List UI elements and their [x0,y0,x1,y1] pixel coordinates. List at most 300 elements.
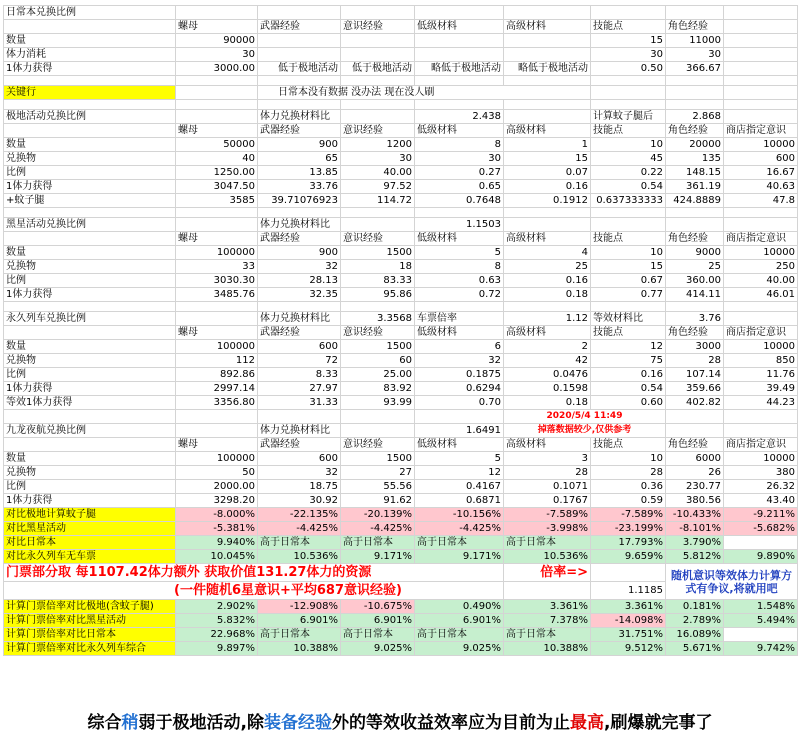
value-cell[interactable]: 0.18 [504,396,591,410]
column-header[interactable] [4,232,176,246]
ratio-value[interactable]: 1.6491 [415,424,504,438]
column-header[interactable]: 螺母 [176,326,258,340]
compare-value[interactable]: 高于日常本 [504,536,591,550]
value-cell[interactable]: 30 [341,152,415,166]
empty-cell[interactable] [176,208,258,218]
value-cell[interactable]: 26.32 [724,480,798,494]
calc-value[interactable]: 5.494% [724,614,798,628]
empty-cell[interactable] [666,424,724,438]
value-cell[interactable]: 42 [504,354,591,368]
column-header[interactable]: 武器经验 [258,232,341,246]
value-cell[interactable]: 6000 [666,452,724,466]
compare-value[interactable]: 9.171% [341,550,415,564]
equiv-label[interactable]: 等效材料比 [591,312,666,326]
ratio-value[interactable]: 1.1503 [415,218,504,232]
empty-cell[interactable] [724,110,798,124]
compare-value[interactable]: -5.381% [176,522,258,536]
empty-cell[interactable] [666,410,724,424]
ticket-note[interactable]: 随机意识等效体力计算方式有争议,将就用吧 [666,564,798,600]
ratio-label[interactable]: 体力兑换材料比 [258,312,341,326]
compare-value[interactable]: -4.425% [341,522,415,536]
empty-cell[interactable] [724,410,798,424]
value-cell[interactable]: 2997.14 [176,382,258,396]
value-cell[interactable]: 25.00 [341,368,415,382]
compare-value[interactable]: 高于日常本 [341,536,415,550]
value-cell[interactable]: 40 [176,152,258,166]
value-cell[interactable]: 8 [415,138,504,152]
value-cell[interactable]: 0.77 [591,288,666,302]
column-header[interactable]: 武器经验 [258,124,341,138]
calc-value[interactable]: 9.897% [176,642,258,656]
empty-cell[interactable] [341,424,415,438]
value-cell[interactable]: 2000.00 [176,480,258,494]
column-header[interactable]: 低级材料 [415,232,504,246]
ratio-label[interactable]: 体力兑换材料比 [258,424,341,438]
empty-cell[interactable] [415,100,504,110]
empty-cell[interactable] [724,100,798,110]
compare-label[interactable]: 对比极地计算蚊子腿 [4,508,176,522]
calc-value[interactable]: 高于日常本 [341,628,415,642]
drop-note[interactable]: 掉落数据较少,仅供参考 [504,424,666,438]
equiv-value[interactable]: 3.76 [666,312,724,326]
column-header[interactable]: 螺母 [176,20,258,34]
row-label[interactable]: 数量 [4,246,176,260]
empty-cell[interactable] [666,208,724,218]
value-cell[interactable]: 30 [591,48,666,62]
value-cell[interactable]: 402.82 [666,396,724,410]
value-cell[interactable]: 0.7648 [415,194,504,208]
empty-cell[interactable] [724,208,798,218]
ticket-line1[interactable]: 门票部分取 每1107.42体力额外 获取价值131.27体力的资源 [4,564,504,582]
section-title[interactable]: 永久列车兑换比例 [4,312,176,326]
value-cell[interactable]: 0.16 [504,180,591,194]
value-cell[interactable]: 33 [176,260,258,274]
value-cell[interactable]: 27 [341,466,415,480]
value-cell[interactable]: 1500 [341,340,415,354]
compare-label[interactable]: 对比永久列车无车票 [4,550,176,564]
value-cell[interactable]: 30 [666,48,724,62]
empty-cell[interactable] [504,582,591,600]
value-cell[interactable]: 39.71076923 [258,194,341,208]
empty-cell[interactable] [176,424,258,438]
value-cell[interactable]: 0.22 [591,166,666,180]
empty-cell[interactable] [341,110,415,124]
column-header[interactable]: 高级材料 [504,438,591,452]
value-cell[interactable]: 39.49 [724,382,798,396]
key-row-label[interactable]: 关键行 [4,86,176,100]
value-cell[interactable]: 114.72 [341,194,415,208]
value-cell[interactable]: 3000.00 [176,62,258,76]
empty-cell[interactable] [258,76,341,86]
empty-cell[interactable] [258,208,341,218]
calc-value[interactable]: 高于日常本 [415,628,504,642]
value-cell[interactable]: 30 [415,152,504,166]
value-cell[interactable]: 100000 [176,246,258,260]
value-cell[interactable]: 75 [591,354,666,368]
value-cell[interactable] [341,48,415,62]
value-cell[interactable]: 50 [176,466,258,480]
empty-cell[interactable] [415,208,504,218]
compare-value[interactable]: -10.156% [415,508,504,522]
empty-cell[interactable] [415,410,504,424]
value-cell[interactable]: 380.56 [666,494,724,508]
value-cell[interactable]: 10000 [724,246,798,260]
row-label[interactable]: 兑换物 [4,466,176,480]
column-header[interactable] [4,438,176,452]
empty-cell[interactable] [724,424,798,438]
compare-value[interactable]: 10.536% [504,550,591,564]
empty-cell[interactable] [176,312,258,326]
row-label[interactable]: 比例 [4,166,176,180]
column-header[interactable]: 技能点 [591,232,666,246]
value-cell[interactable]: 10000 [724,340,798,354]
extra-label[interactable]: 计算蚊子腿后 [591,110,666,124]
value-cell[interactable]: 148.15 [666,166,724,180]
section-title[interactable]: 黑星活动兑换比例 [4,218,176,232]
value-cell[interactable]: 11.76 [724,368,798,382]
value-cell[interactable] [504,34,591,48]
value-cell[interactable]: 40.00 [724,274,798,288]
value-cell[interactable]: 28.13 [258,274,341,288]
compare-value[interactable]: -4.425% [258,522,341,536]
column-header[interactable]: 武器经验 [258,438,341,452]
value-cell[interactable]: 250 [724,260,798,274]
empty-cell[interactable] [591,76,666,86]
column-header[interactable]: 商店指定意识 [724,326,798,340]
value-cell[interactable]: 97.52 [341,180,415,194]
value-cell[interactable]: 25 [666,260,724,274]
empty-cell[interactable] [258,100,341,110]
compare-value[interactable]: 3.790% [666,536,724,550]
empty-cell[interactable] [591,218,666,232]
value-cell[interactable]: 0.1598 [504,382,591,396]
compare-value[interactable]: -8.000% [176,508,258,522]
value-cell[interactable]: 4 [504,246,591,260]
empty-cell[interactable] [4,208,176,218]
calc-value[interactable]: 6.901% [341,614,415,628]
calc-value[interactable]: -14.098% [591,614,666,628]
column-header[interactable]: 螺母 [176,124,258,138]
empty-cell[interactable] [666,76,724,86]
empty-cell[interactable] [591,100,666,110]
value-cell[interactable]: 1200 [341,138,415,152]
value-cell[interactable]: 32 [258,466,341,480]
column-header[interactable]: 技能点 [591,438,666,452]
value-cell[interactable] [724,62,798,76]
compare-value[interactable]: -9.211% [724,508,798,522]
value-cell[interactable]: 3298.20 [176,494,258,508]
value-cell[interactable]: 13.85 [258,166,341,180]
empty-cell[interactable] [258,302,341,312]
key-row-note[interactable]: 日常本没有数据 没办法 现在没人刷 [258,86,591,100]
empty-cell[interactable] [341,76,415,86]
row-label[interactable]: 1体力获得 [4,494,176,508]
empty-cell[interactable] [176,100,258,110]
empty-cell[interactable] [176,6,258,20]
empty-cell[interactable] [258,6,341,20]
calc-value[interactable]: 7.378% [504,614,591,628]
ticket-line2[interactable]: (一件随机6星意识+平均687意识经验) [4,582,504,600]
row-label[interactable]: 1体力获得 [4,288,176,302]
column-header[interactable]: 高级材料 [504,232,591,246]
calc-label[interactable]: 计算门票倍率对比永久列车综合 [4,642,176,656]
empty-cell[interactable] [4,302,176,312]
value-cell[interactable]: 0.1875 [415,368,504,382]
date-note[interactable]: 2020/5/4 11:49 [504,410,666,424]
empty-cell[interactable] [504,208,591,218]
value-cell[interactable]: 366.67 [666,62,724,76]
value-cell[interactable]: 0.16 [591,368,666,382]
value-cell[interactable]: 0.6294 [415,382,504,396]
value-cell[interactable]: 31.33 [258,396,341,410]
empty-cell[interactable] [724,312,798,326]
value-cell[interactable]: 0.50 [591,62,666,76]
empty-cell[interactable] [341,208,415,218]
column-header[interactable]: 技能点 [591,326,666,340]
empty-cell[interactable] [176,76,258,86]
value-cell[interactable]: 2 [504,340,591,354]
compare-value[interactable]: -4.425% [415,522,504,536]
row-label[interactable]: 等效1体力获得 [4,396,176,410]
value-cell[interactable] [504,48,591,62]
compare-value[interactable] [724,536,798,550]
compare-value[interactable]: -7.589% [504,508,591,522]
value-cell[interactable]: 3356.80 [176,396,258,410]
value-cell[interactable]: 3 [504,452,591,466]
row-label[interactable]: 数量 [4,138,176,152]
row-label[interactable]: 1体力获得 [4,62,176,76]
value-cell[interactable]: 16.67 [724,166,798,180]
column-header[interactable] [4,326,176,340]
calc-value[interactable]: 9.025% [415,642,504,656]
compare-value[interactable]: 10.536% [258,550,341,564]
value-cell[interactable]: 0.59 [591,494,666,508]
column-header[interactable]: 意识经验 [341,124,415,138]
value-cell[interactable] [341,34,415,48]
calc-value[interactable]: 22.968% [176,628,258,642]
empty-cell[interactable] [176,218,258,232]
value-cell[interactable]: 0.70 [415,396,504,410]
calc-value[interactable]: 高于日常本 [504,628,591,642]
calc-value[interactable]: 0.181% [666,600,724,614]
empty-cell[interactable] [258,410,341,424]
value-cell[interactable]: 93.99 [341,396,415,410]
column-header[interactable]: 低级材料 [415,124,504,138]
empty-cell[interactable] [4,410,176,424]
value-cell[interactable]: 600 [724,152,798,166]
calc-value[interactable] [724,628,798,642]
column-header[interactable]: 角色经验 [666,20,724,34]
column-header[interactable]: 低级材料 [415,326,504,340]
value-cell[interactable] [258,48,341,62]
compare-value[interactable]: 9.940% [176,536,258,550]
value-cell[interactable]: 15 [591,260,666,274]
value-cell[interactable]: 10 [591,452,666,466]
value-cell[interactable]: 0.1767 [504,494,591,508]
value-cell[interactable]: 850 [724,354,798,368]
column-header[interactable]: 商店指定意识 [724,438,798,452]
compare-value[interactable]: 高于日常本 [415,536,504,550]
value-cell[interactable]: 0.60 [591,396,666,410]
section-title[interactable]: 九龙夜航兑换比例 [4,424,176,438]
value-cell[interactable] [415,48,504,62]
value-cell[interactable]: 5 [415,452,504,466]
calc-value[interactable]: 9.512% [591,642,666,656]
value-cell[interactable]: 3000 [666,340,724,354]
column-header[interactable]: 意识经验 [341,438,415,452]
value-cell[interactable]: 0.65 [415,180,504,194]
value-cell[interactable]: 112 [176,354,258,368]
empty-cell[interactable] [504,302,591,312]
empty-cell[interactable] [724,86,798,100]
calc-value[interactable]: 1.548% [724,600,798,614]
value-cell[interactable]: 15 [591,34,666,48]
value-cell[interactable]: 33.76 [258,180,341,194]
column-header[interactable]: 高级材料 [504,124,591,138]
value-cell[interactable]: 28 [591,466,666,480]
column-header[interactable] [724,20,798,34]
value-cell[interactable]: 0.1071 [504,480,591,494]
value-cell[interactable]: 12 [415,466,504,480]
value-cell[interactable]: 43.40 [724,494,798,508]
value-cell[interactable]: 0.1912 [504,194,591,208]
value-cell[interactable]: 40.00 [341,166,415,180]
column-header[interactable]: 角色经验 [666,326,724,340]
empty-cell[interactable] [504,218,591,232]
empty-cell[interactable] [591,564,666,582]
value-cell[interactable]: 3030.30 [176,274,258,288]
section-title[interactable]: 日常本兑换比例 [4,6,176,20]
calc-value[interactable]: -12.908% [258,600,341,614]
value-cell[interactable]: 12 [591,340,666,354]
value-cell[interactable]: 361.19 [666,180,724,194]
calc-value[interactable]: 31.751% [591,628,666,642]
value-cell[interactable]: 107.14 [666,368,724,382]
column-header[interactable]: 螺母 [176,232,258,246]
compare-value[interactable]: -5.682% [724,522,798,536]
value-cell[interactable]: 28 [666,354,724,368]
compare-value[interactable]: -22.135% [258,508,341,522]
empty-cell[interactable] [4,76,176,86]
empty-cell[interactable] [591,6,666,20]
empty-cell[interactable] [4,100,176,110]
compare-label[interactable]: 对比日常本 [4,536,176,550]
value-cell[interactable]: 5 [415,246,504,260]
compare-value[interactable]: -20.139% [341,508,415,522]
extra-value[interactable]: 2.868 [666,110,724,124]
compare-value[interactable]: 9.171% [415,550,504,564]
value-cell[interactable]: 72 [258,354,341,368]
value-cell[interactable]: 11000 [666,34,724,48]
value-cell[interactable]: 28 [504,466,591,480]
row-label[interactable]: 数量 [4,340,176,354]
value-cell[interactable]: 414.11 [666,288,724,302]
value-cell[interactable]: 0.0476 [504,368,591,382]
value-cell[interactable]: 360.00 [666,274,724,288]
column-header[interactable]: 角色经验 [666,124,724,138]
calc-value[interactable]: 9.742% [724,642,798,656]
empty-cell[interactable] [341,410,415,424]
value-cell[interactable]: 65 [258,152,341,166]
value-cell[interactable]: 0.72 [415,288,504,302]
value-cell[interactable]: 0.54 [591,180,666,194]
value-cell[interactable]: 0.54 [591,382,666,396]
value-cell[interactable]: 27.97 [258,382,341,396]
compare-value[interactable]: 高于日常本 [258,536,341,550]
empty-cell[interactable] [666,302,724,312]
calc-value[interactable]: 6.901% [258,614,341,628]
column-header[interactable]: 角色经验 [666,438,724,452]
value-cell[interactable]: 83.92 [341,382,415,396]
calc-label[interactable]: 计算门票倍率对比极地(含蚊子腿) [4,600,176,614]
value-cell[interactable]: 3585 [176,194,258,208]
compare-value[interactable]: 5.812% [666,550,724,564]
empty-cell[interactable] [666,100,724,110]
value-cell[interactable]: 1250.00 [176,166,258,180]
compare-value[interactable]: -3.998% [504,522,591,536]
ticket-value[interactable]: 1.12 [504,312,591,326]
compare-label[interactable]: 对比黑星活动 [4,522,176,536]
empty-cell[interactable] [666,86,724,100]
value-cell[interactable]: 30 [176,48,258,62]
value-cell[interactable]: 8.33 [258,368,341,382]
value-cell[interactable]: 18 [341,260,415,274]
empty-cell[interactable] [504,100,591,110]
value-cell[interactable]: 55.56 [341,480,415,494]
empty-cell[interactable] [341,100,415,110]
column-header[interactable]: 低级材料 [415,20,504,34]
row-label[interactable]: 数量 [4,452,176,466]
empty-cell[interactable] [724,302,798,312]
value-cell[interactable]: 230.77 [666,480,724,494]
row-label[interactable]: 比例 [4,480,176,494]
compare-value[interactable]: 10.045% [176,550,258,564]
value-cell[interactable]: 0.27 [415,166,504,180]
calc-value[interactable]: 2.789% [666,614,724,628]
calc-label[interactable]: 计算门票倍率对比黑星活动 [4,614,176,628]
calc-value[interactable]: 2.902% [176,600,258,614]
calc-value[interactable]: 3.361% [504,600,591,614]
value-cell[interactable]: 892.86 [176,368,258,382]
value-cell[interactable]: 26 [666,466,724,480]
column-header[interactable] [4,124,176,138]
empty-cell[interactable] [415,302,504,312]
column-header[interactable]: 意识经验 [341,20,415,34]
empty-cell[interactable] [415,6,504,20]
value-cell[interactable] [415,34,504,48]
value-cell[interactable]: 424.8889 [666,194,724,208]
compare-value[interactable]: 17.793% [591,536,666,550]
value-cell[interactable]: 44.23 [724,396,798,410]
calc-value[interactable]: 0.490% [415,600,504,614]
empty-cell[interactable] [176,302,258,312]
ratio-value[interactable]: 2.438 [415,110,504,124]
empty-cell[interactable] [176,110,258,124]
value-cell[interactable]: 60 [341,354,415,368]
value-cell[interactable]: 135 [666,152,724,166]
value-cell[interactable]: 40.63 [724,180,798,194]
value-cell[interactable]: 10000 [724,452,798,466]
value-cell[interactable]: 8 [415,260,504,274]
rate-value[interactable]: 1.1185 [591,582,666,600]
value-cell[interactable]: 46.01 [724,288,798,302]
column-header[interactable]: 意识经验 [341,232,415,246]
value-cell[interactable]: 20000 [666,138,724,152]
empty-cell[interactable] [341,218,415,232]
value-cell[interactable]: 900 [258,138,341,152]
compare-value[interactable]: 9.659% [591,550,666,564]
value-cell[interactable]: 25 [504,260,591,274]
